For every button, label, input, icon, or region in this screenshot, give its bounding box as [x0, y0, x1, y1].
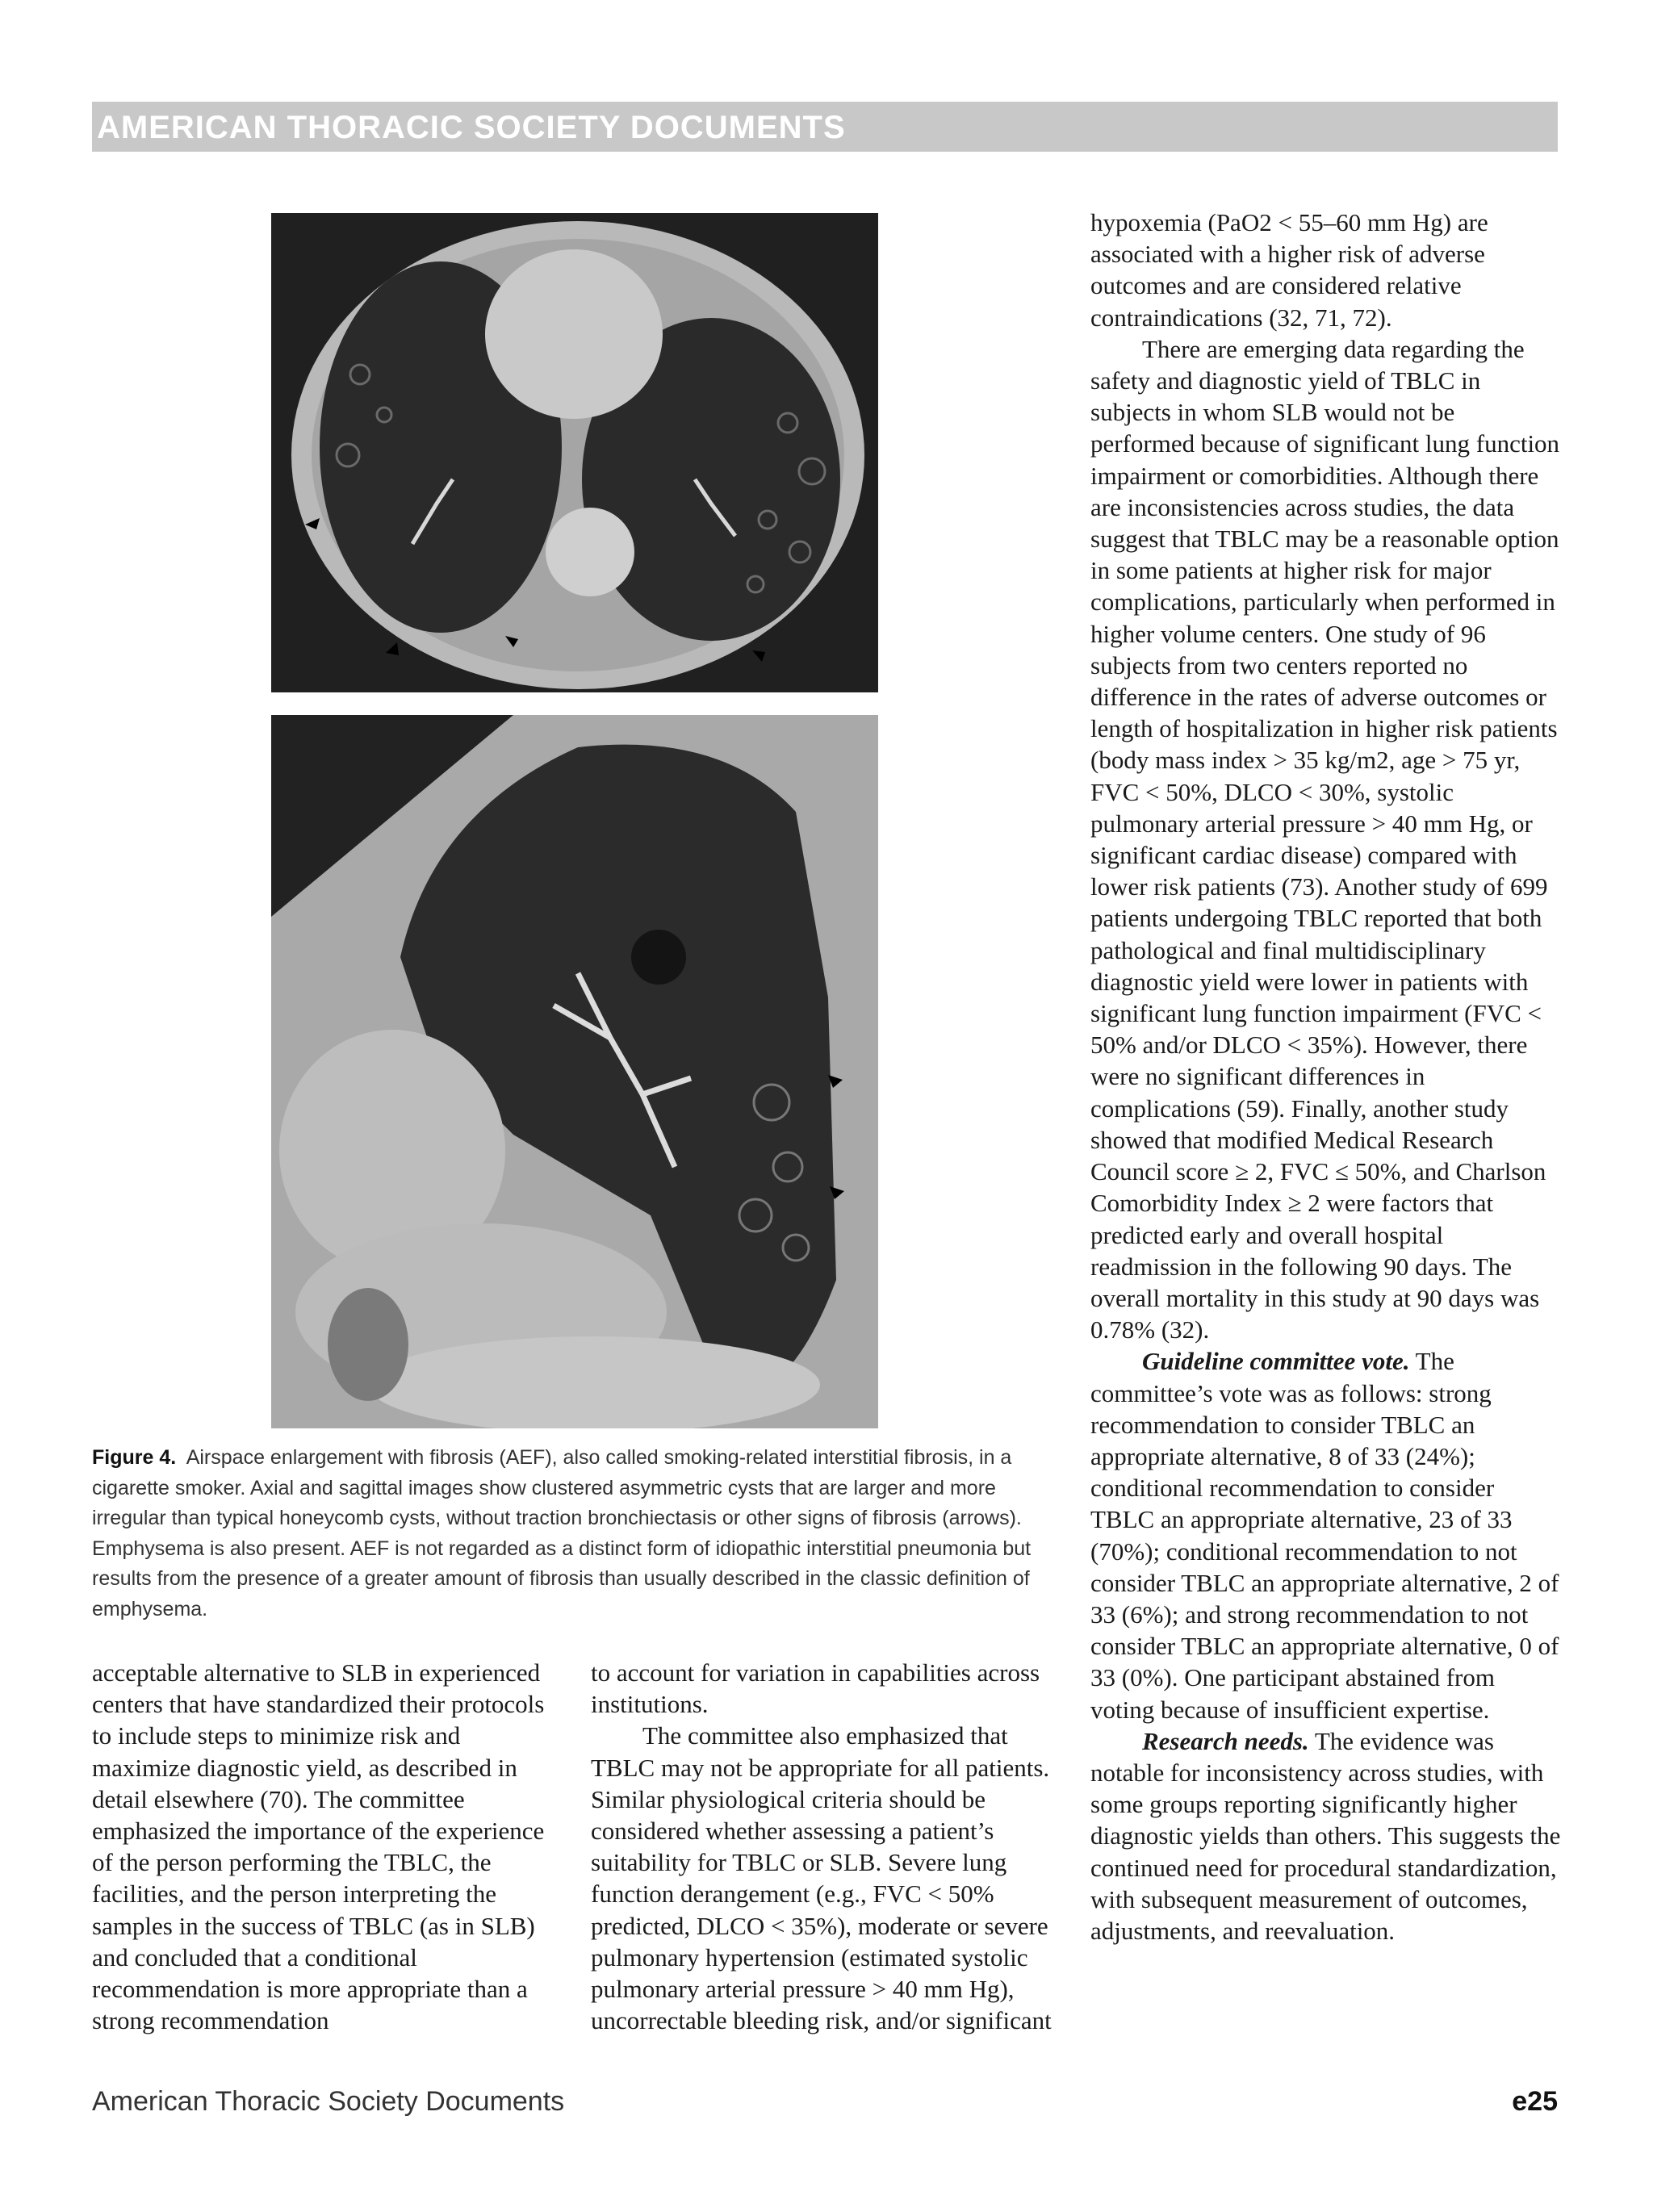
text-column-2 [591, 1657, 1062, 2036]
figure-caption [92, 1443, 1052, 1625]
section-header-bar [92, 102, 1558, 152]
axial-ct-image [271, 213, 878, 692]
col2-paragraph-2: The committee also emphasized that TBLC may not be appropriate for all patients. Similar physiological criteria should be considered whether assessing a patient’s suitability for TBLC or SLB. Severe lung function derangement (e.g., FVC < 50% predicted, DLCO < 35%), moderate or severe pulmonary hypertension (estimated systolic pulmonary arterial pressure > 40 mm Hg), uncorrectable bleeding risk, and/or significant [591, 1721, 1052, 2035]
research-needs-paragraph [1090, 1725, 1562, 1946]
col3-paragraph-2: There are emerging data regarding the safety and diagnostic yield of TBLC in subjects in whom SLB would not be performed because of significant lung function impairment or comorbidities. Although there are inconsistencies across studies, the data suggest that TBLC may be a reasonable option in some patients at higher risk for major complications, particularly when performed in higher volume centers. One study of 96 subjects from two centers reported no difference in the rates of adverse outcomes or length of hospitalization in higher risk patients (body mass index > 35 kg/m2, age > 75 yr, FVC < 50%, DLCO < 30%, systolic pulmonary arterial pressure > 40 mm Hg, or significant cardiac disease) compared with lower risk patients (73). Another study of 699 patients undergoing TBLC reported that both pathological and final multidisciplinary diagnostic yield were lower in patients with significant lung function impairment (FVC < 50% and/or DLCO < 35%). However, there were no significant differences in complications (59). Finally, another study showed that modified Medical Research Council score ≥ 2, FVC ≤ 50%, and Charlson Comorbidity Index ≥ 2 were factors that predicted early and overall hospital readmission in the following 90 days. The overall mortality in this study at 90 days was 0.78% (32). [1090, 334, 1560, 1344]
footer-journal-name: American Thoracic Society Documents [92, 2086, 565, 2117]
committee-vote-paragraph [1090, 1345, 1562, 1725]
committee-vote-heading: Guideline committee vote. [1142, 1347, 1410, 1376]
figure-caption-text: Airspace enlargement with fibrosis (AEF), also called smoking-related interstitial fibrosis, in a cigarette smoker. Axial and sagittal images show clustered asymmetric cysts that are larger and more irregular than typical honeycomb cysts, without traction bronchiectasis or other signs of fibrosis (arrows). Emphysema is also present. AEF is not regarded as a distinct form of idiopathic interstitial pneumonia but results from the presence of a greater amount of fibrosis than usually described in the classic definition of emphysema. [92, 1446, 1032, 1620]
sagittal-ct-image [271, 715, 878, 1428]
research-needs-text: The evidence was notable for inconsistency across studies, with some groups reporting significantly higher diagnostic yields than others. This suggests the continued need for procedural standardization, with subsequent measurement of outcomes, adjustments, and reevaluation. [1090, 1726, 1561, 1945]
committee-vote-text: The committee’s vote was as follows: strong recommendation to consider TBLC an appropriate alternative, 8 of 33 (24%); conditional recommendation to consider TBLC an appropriate alternative, 23 of 33 (70%); conditional recommendation to not consider TBLC an appropriate alternative, 2 of 33 (6%); and strong recommendation to not consider TBLC an appropriate alternative, 0 of 33 (0%). One participant abstained from voting because of insufficient expertise. [1090, 1347, 1559, 1724]
figure-label: Figure 4. [92, 1446, 177, 1469]
research-needs-heading: Research needs. [1142, 1726, 1309, 1755]
text-column-3 [1090, 207, 1562, 1946]
section-header-title: AMERICAN THORACIC SOCIETY DOCUMENTS [97, 110, 846, 145]
text-column-1 [92, 1657, 560, 2036]
col2-paragraph-1: to account for variation in capabilities across institutions. [591, 1658, 1040, 1719]
col3-paragraph-1: hypoxemia (PaO2 < 55–60 mm Hg) are associated with a higher risk of adverse outcomes and are considered relative contraindications (32, 71, 72). [1090, 208, 1488, 332]
footer-page-number: e25 [1512, 2086, 1558, 2117]
col1-paragraph: acceptable alternative to SLB in experienced centers that have standardized their protocols to include steps to minimize risk and maximize diagnostic yield, as described in detail elsewhere (70). The committee emphasized the importance of the experience of the person performing the TBLC, the facilities, and the person interpreting the samples in the success of TBLC (as in SLB) and concluded that a conditional recommendation is more appropriate than a strong recommendation [92, 1658, 545, 2035]
